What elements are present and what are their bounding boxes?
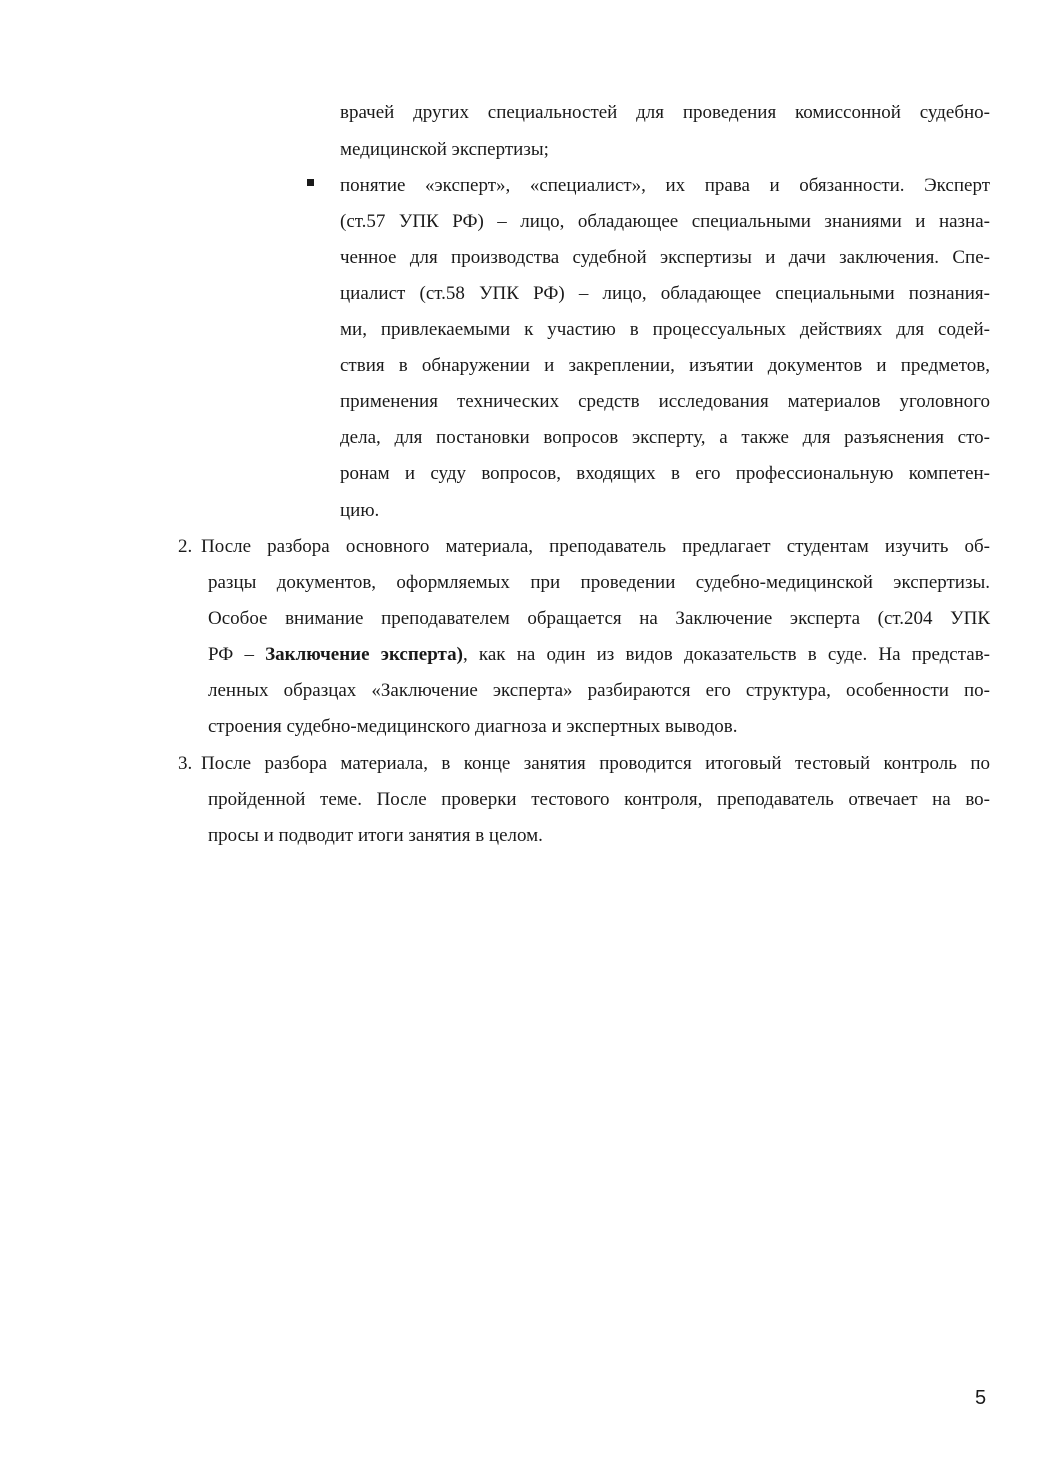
line-4-suffix: , как на один из видов доказательств в суде. На представ- bbox=[462, 644, 990, 665]
bullet-item-1-line-1: врачей других специальностей для проведения комиссонной судебно- bbox=[340, 102, 990, 123]
numbered-item-3-line-2: пройденной теме. После проверки тестового контроля, преподаватель отвечает на во- bbox=[208, 789, 990, 810]
numbered-item-3-number: 3. bbox=[178, 753, 193, 774]
numbered-item-2-line-2: разцы документов, оформляемых при проведении судебно-медицинской экспертизы. bbox=[208, 572, 990, 593]
bullet-item-2-line-9: ронам и суду вопросов, входящих в его профессиональную компетен- bbox=[340, 463, 990, 484]
numbered-item-3-line-3: просы и подводит итоги занятия в целом. bbox=[208, 825, 543, 846]
numbered-item-2-line-6: строения судебно-медицинского диагноза и экспертных выводов. bbox=[208, 716, 738, 737]
bullet-item-2-line-2: (ст.57 УПК РФ) – лицо, обладающее специальными знаниями и назна- bbox=[340, 211, 990, 232]
bullet-item-2-line-3: ченное для производства судебной экспертизы и дачи заключения. Спе- bbox=[340, 247, 990, 268]
bullet-item-2-line-5: ми, привлекаемыми к участию в процессуальных действиях для содей- bbox=[340, 319, 990, 340]
bullet-square-icon bbox=[307, 179, 314, 186]
line-4-prefix: РФ – bbox=[208, 644, 266, 665]
numbered-item-2-line-4 bbox=[208, 643, 990, 667]
bullet-item-2-line-10: цию. bbox=[340, 500, 380, 521]
bullet-item-2-line-1: понятие «эксперт», «специалист», их права и обязанности. Эксперт bbox=[340, 175, 990, 196]
bullet-item-2-line-4: циалист (ст.58 УПК РФ) – лицо, обладающее специальными познания- bbox=[340, 283, 990, 304]
bullet-item-2-line-8: дела, для постановки вопросов эксперту, а также для разъяснения сто- bbox=[340, 427, 990, 448]
numbered-item-2-number: 2. bbox=[178, 536, 193, 557]
numbered-item-2-line-5: ленных образцах «Заключение эксперта» разбираются его структура, особенности по- bbox=[208, 680, 990, 701]
numbered-item-2-line-1: После разбора основного материала, преподаватель предлагает студентам изучить об- bbox=[201, 536, 990, 557]
bullet-item-2-line-7: применения технических средств исследования материалов уголовного bbox=[340, 391, 990, 412]
numbered-item-3-line-1: После разбора материала, в конце занятия проводится итоговый тестовый контроль по bbox=[201, 753, 990, 774]
bullet-item-2-line-6: ствия в обнаружении и закреплении, изъятии документов и предметов, bbox=[340, 355, 990, 376]
numbered-item-2-line-3: Особое внимание преподавателем обращается на Заключение эксперта (ст.204 УПК bbox=[208, 608, 990, 629]
bullet-item-1-line-2: медицинской экспертизы; bbox=[340, 139, 549, 160]
bold-term-expert-conclusion: Заключение эксперта) bbox=[265, 644, 463, 665]
page-number: 5 bbox=[975, 1387, 987, 1409]
